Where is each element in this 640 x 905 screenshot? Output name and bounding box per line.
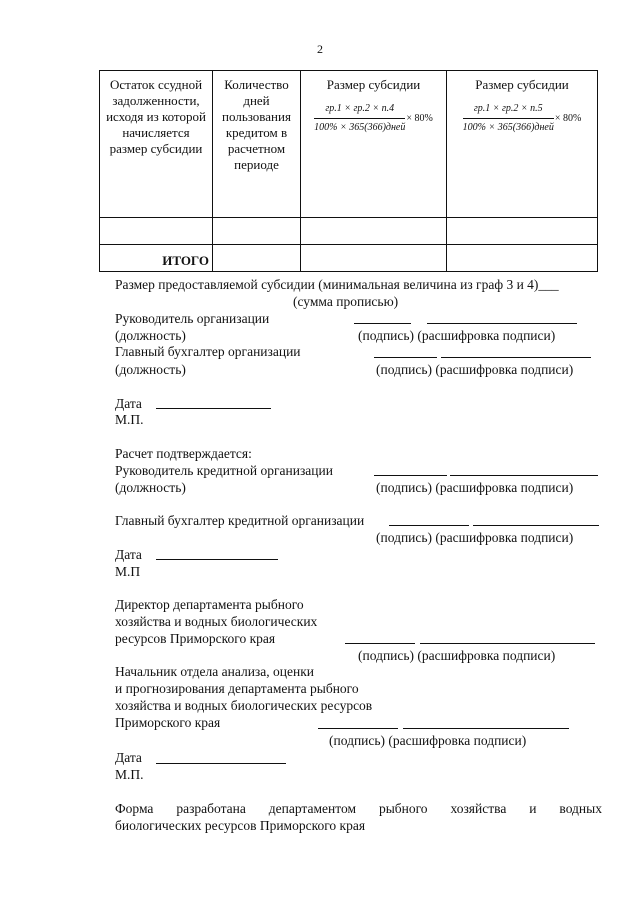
signature-caption-2: (подпись) (расшифровка подписи) — [376, 362, 574, 377]
table-cell — [301, 218, 447, 245]
formula-3-multiplier: × 80% — [406, 112, 433, 124]
header-days: Количество дней пользования кредитом в расчетном периоде — [213, 71, 301, 218]
director-line-2: хозяйства и водных биологических — [115, 614, 318, 629]
signature-line — [389, 525, 469, 526]
decoding-line — [427, 323, 577, 324]
formula-3-numerator: гр.1 × гр.2 × п.4 — [314, 101, 405, 119]
position-caption-3: (должность) — [115, 480, 186, 495]
signature-caption-6: (подпись) (расшифровка подписи) — [329, 733, 527, 748]
sum-in-words-caption: (сумма прописью) — [293, 294, 399, 309]
footer-word: водных — [559, 801, 602, 816]
header-subsidy-4-label: Размер субсидии — [475, 77, 569, 92]
date-label-2: Дата — [115, 547, 142, 562]
table-cell — [100, 218, 213, 245]
footer-word: хозяйства — [450, 801, 507, 816]
signature-line — [318, 728, 398, 729]
confirmed-label: Расчет подтверждается: — [115, 446, 252, 461]
total-label: ИТОГО — [100, 245, 213, 272]
formula-4 — [447, 101, 597, 136]
date-line — [156, 408, 271, 409]
position-caption-1: (должность) — [115, 328, 186, 343]
decoding-line — [441, 357, 591, 358]
footer-word: разработана — [176, 801, 246, 816]
footer-word: Форма — [115, 801, 154, 816]
footer-word: департаментом — [268, 801, 357, 816]
header-balance: Остаток ссудной задолженности, исходя из которой начисляется размер субсидии — [100, 71, 213, 218]
table-cell — [213, 218, 301, 245]
decoding-line — [450, 475, 598, 476]
footer-word: рыбного — [378, 801, 428, 816]
signature-line — [374, 475, 447, 476]
formula-4-multiplier: × 80% — [554, 112, 582, 124]
footer-line-1 — [115, 801, 602, 817]
chief-line-2: и прогнозирования департамента рыбного — [115, 681, 359, 696]
formula-4-denominator: 100% × 365(366)дней — [462, 122, 554, 133]
table-cell — [447, 245, 598, 272]
signature-caption-1: (подпись) (расшифровка подписи) — [358, 328, 556, 343]
date-label-3: Дата — [115, 750, 142, 765]
signature-line — [374, 357, 437, 358]
table-cell — [301, 245, 447, 272]
signature-caption-4: (подпись) (расшифровка подписи) — [376, 530, 574, 545]
signature-caption-3: (подпись) (расшифровка подписи) — [376, 480, 574, 495]
credit-head-label: Руководитель кредитной организации — [115, 463, 333, 478]
formula-3 — [301, 101, 446, 136]
stamp-label-1: М.П. — [115, 412, 144, 427]
date-label-1: Дата — [115, 396, 142, 411]
director-line-1: Директор департамента рыбного — [115, 597, 304, 612]
decoding-line — [473, 525, 599, 526]
footer-line-2: биологических ресурсов Приморского края — [115, 818, 366, 833]
date-line — [156, 763, 286, 764]
table-row-total — [100, 245, 598, 272]
org-head-label: Руководитель организации — [115, 311, 270, 326]
chief-line-3: хозяйства и водных биологических ресурсов — [115, 698, 373, 713]
page-number: 2 — [317, 42, 323, 56]
position-caption-2: (должность) — [115, 362, 186, 377]
chief-line-4: Приморского края — [115, 715, 221, 730]
chief-line-1: Начальник отдела анализа, оценки — [115, 664, 314, 679]
footer-word: и — [529, 801, 537, 816]
decoding-line — [403, 728, 569, 729]
table-row-empty — [100, 218, 598, 245]
header-subsidy-3 — [301, 71, 447, 218]
header-subsidy-3-label: Размер субсидии — [326, 77, 421, 92]
header-subsidy-4 — [447, 71, 598, 218]
stamp-label-3: М.П. — [115, 767, 144, 782]
subsidy-table — [99, 70, 598, 272]
decoding-line — [420, 643, 595, 644]
formula-3-denominator: 100% × 365(366)дней — [314, 122, 406, 133]
table-cell — [447, 218, 598, 245]
signature-line — [345, 643, 415, 644]
table-cell — [213, 245, 301, 272]
stamp-label-2: М.П — [115, 564, 141, 579]
chief-accountant-label: Главный бухгалтер организации — [115, 344, 301, 359]
credit-accountant-label: Главный бухгалтер кредитной организации — [115, 513, 365, 528]
signature-caption-5: (подпись) (расшифровка подписи) — [358, 648, 556, 663]
director-line-3: ресурсов Приморского края — [115, 631, 276, 646]
date-line — [156, 559, 278, 560]
formula-4-numerator: гр.1 × гр.2 × п.5 — [463, 101, 554, 119]
subsidy-size-text: Размер предоставляемой субсидии (минимальная величина из граф 3 и 4)___ — [115, 277, 559, 292]
signature-line — [354, 323, 411, 324]
